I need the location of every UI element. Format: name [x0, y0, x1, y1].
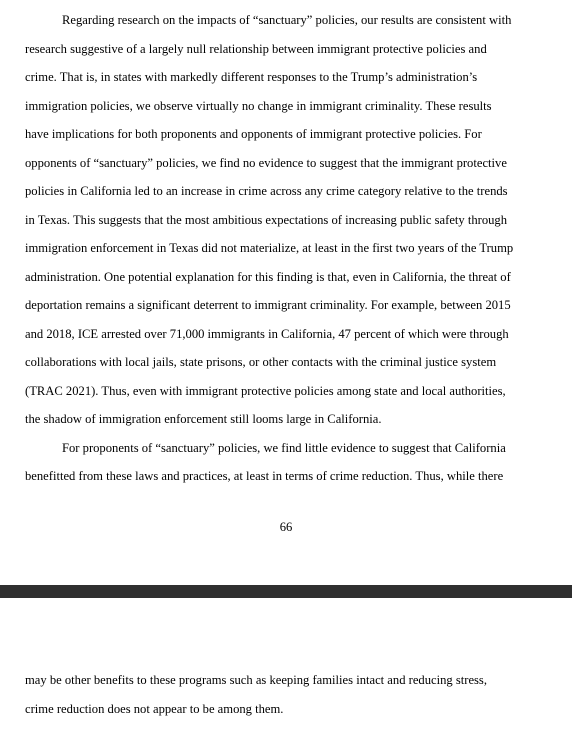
paragraph-line: have implications for both proponents and opponents of immigrant protective policies. For — [25, 127, 482, 141]
paragraph-line: immigration enforcement in Texas did not materialize, at least in the first two years of the Trump — [25, 241, 514, 255]
paragraph-line: administration. One potential explanation for this finding is that, even in California, the threat of — [25, 270, 511, 284]
paragraph-line: policies in California led to an increase in crime across any crime category relative to the trends — [25, 184, 508, 198]
paragraph-line: deportation remains a significant deterrent to immigrant criminality. For example, between 2015 — [25, 298, 511, 312]
paragraph-line: may be other benefits to these programs such as keeping families intact and reducing stress, — [25, 673, 487, 687]
paragraph-line: Regarding research on the impacts of “sanctuary” policies, our results are consistent with — [62, 13, 512, 27]
paragraph-line: research suggestive of a largely null relationship between immigrant protective policies and — [25, 42, 487, 56]
document-page-67 — [0, 598, 572, 750]
paragraph-line: benefitted from these laws and practices, at least in terms of crime reduction. Thus, while there — [25, 469, 504, 483]
paragraph-line: opponents of “sanctuary” policies, we find no evidence to suggest that the immigrant protective — [25, 156, 507, 170]
paragraph-line: the shadow of immigration enforcement still looms large in California. — [25, 412, 382, 426]
paragraph-line: For proponents of “sanctuary” policies, we find little evidence to suggest that California — [62, 441, 506, 455]
paragraph-line: (TRAC 2021). Thus, even with immigrant protective policies among state and local authorities, — [25, 384, 506, 398]
paragraph-line: in Texas. This suggests that the most ambitious expectations of increasing public safety through — [25, 213, 508, 227]
paragraph-line: and 2018, ICE arrested over 71,000 immigrants in California, 47 percent of which were through — [25, 327, 509, 341]
page-number: 66 — [279, 520, 293, 534]
paragraph-line: immigration policies, we observe virtually no change in immigrant criminality. These results — [25, 99, 492, 113]
paragraph-line: collaborations with local jails, state prisons, or other contacts with the criminal justice system — [25, 355, 497, 369]
paragraph-line: crime. That is, in states with markedly different responses to the Trump’s administration’s — [25, 70, 478, 84]
page-separator — [0, 585, 572, 598]
paragraph-line: crime reduction does not appear to be among them. — [25, 702, 284, 716]
